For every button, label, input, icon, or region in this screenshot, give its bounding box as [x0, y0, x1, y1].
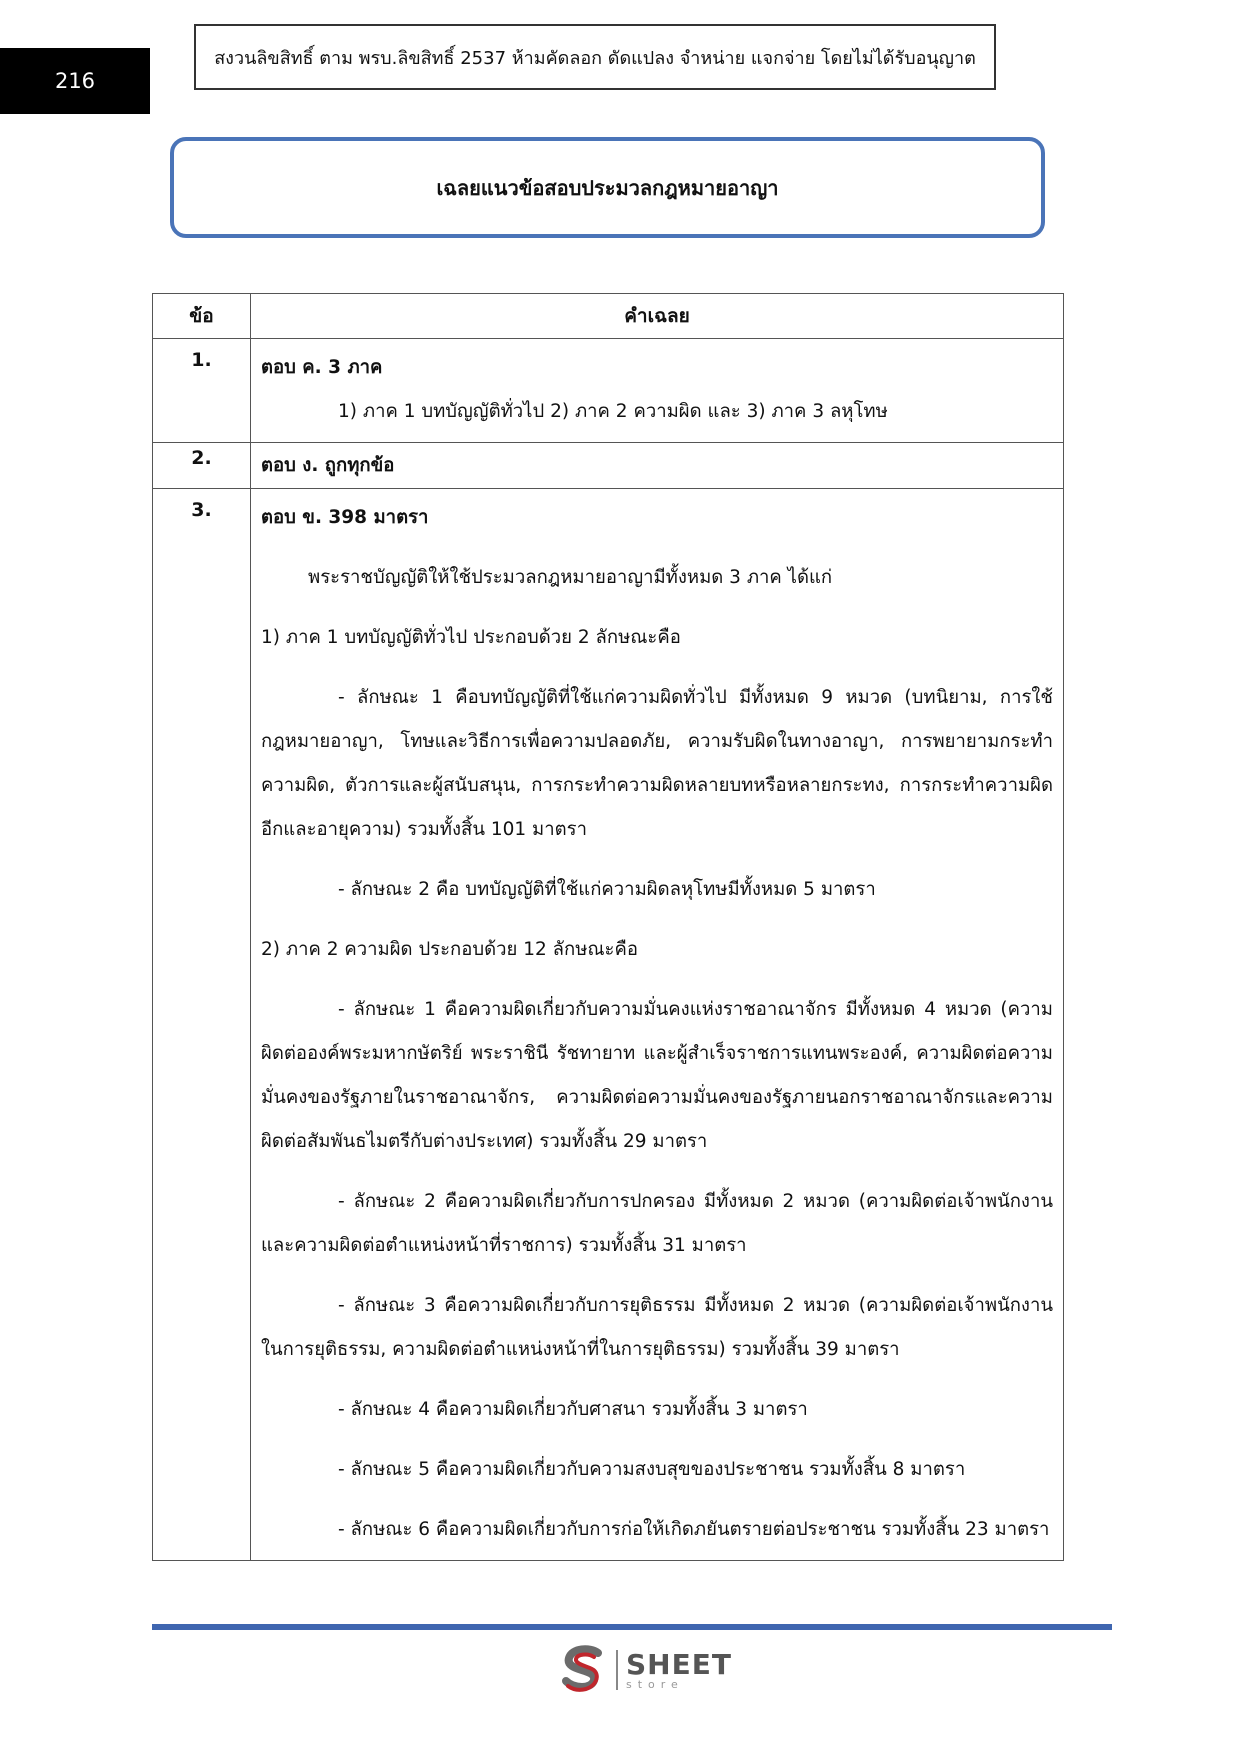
table-row	[153, 339, 1064, 443]
answer-table	[152, 293, 1064, 1561]
list-item: - ลักษณะ 6 คือความผิดเกี่ยวกับการก่อให้เกิดภยันตรายต่อประชาชน รวมทั้งสิ้น 23 มาตรา	[338, 1519, 1050, 1540]
table-header-row	[153, 294, 1064, 339]
sheet-store-logo	[560, 1644, 732, 1696]
footer-rule	[152, 1624, 1112, 1630]
part-heading: 2) ภาค 2 ความผิด ประกอบด้วย 12 ลักษณะคือ	[261, 939, 638, 960]
list-item: - ลักษณะ 3 คือความผิดเกี่ยวกับการยุติธรรม มีทั้งหมด 2 หมวด (ความผิดต่อเจ้าพนักงานในการยุติธรรม, ความผิดต่อตำแหน่งหน้าที่ในการยุติธรรม) รวมทั้งสิ้น 39 มาตรา	[261, 1295, 1053, 1360]
list-item: - ลักษณะ 1 คือความผิดเกี่ยวกับความมั่นคงแห่งราชอาณาจักร มีทั้งหมด 4 หมวด (ความผิดต่อองค์พระมหากษัตริย์ พระราชินี รัชทายาท และผู้สำเร็จราชการแทนพระองค์, ความผิดต่อความมั่นคงของรัฐภายในราชอาณาจักร, ความผิดต่อความมั่นคงของรัฐภายนอกราชอาณาจักรและความผิดต่อสัมพันธไมตรีกับต่างประเทศ) รวมทั้งสิ้น 29 มาตรา	[261, 999, 1053, 1152]
s-logo-icon	[560, 1645, 608, 1695]
list-item: - ลักษณะ 2 คือ บทบัญญัติที่ใช้แก่ความผิดลหุโทษมีทั้งหมด 5 มาตรา	[338, 879, 876, 900]
answer-head: ตอบ ค. 3 ภาค	[261, 357, 383, 378]
list-item: - ลักษณะ 4 คือความผิดเกี่ยวกับศาสนา รวมทั้งสิ้น 3 มาตรา	[338, 1399, 808, 1420]
answer-head: ตอบ ง. ถูกทุกข้อ	[261, 455, 395, 476]
answer-cell	[251, 443, 1064, 489]
list-item: - ลักษณะ 2 คือความผิดเกี่ยวกับการปกครอง มีทั้งหมด 2 หมวด (ความผิดต่อเจ้าพนักงานและความผิดต่อตำแหน่งหน้าที่ราชการ) รวมทั้งสิ้น 31 มาตรา	[261, 1191, 1053, 1256]
answer-cell	[251, 489, 1064, 1561]
answer-cell	[251, 339, 1064, 443]
answer-head: ตอบ ข. 398 มาตรา	[261, 507, 429, 528]
question-number: 2.	[153, 443, 251, 489]
answer-detail: 1) ภาค 1 บทบัญญัติทั่วไป 2) ภาค 2 ความผิด และ 3) ภาค 3 ลหุโทษ	[338, 401, 888, 422]
copyright-notice: สงวนลิขสิทธิ์ ตาม พรบ.ลิขสิทธิ์ 2537 ห้ามคัดลอก ดัดแปลง จำหน่าย แจกจ่าย โดยไม่ได้รับอนุญาต	[194, 24, 996, 90]
header-no: ข้อ	[153, 294, 251, 339]
page-title: เฉลยแนวข้อสอบประมวลกฎหมายอาญา	[170, 137, 1045, 238]
page-number: 216	[0, 48, 150, 114]
logo-divider	[616, 1650, 618, 1690]
question-number: 1.	[153, 339, 251, 443]
logo-text	[626, 1647, 732, 1691]
question-number: 3.	[153, 489, 251, 1561]
logo-main-text: SHEET	[626, 1647, 732, 1681]
part-heading: 1) ภาค 1 บทบัญญัติทั่วไป ประกอบด้วย 2 ลักษณะคือ	[261, 627, 681, 648]
table-row	[153, 443, 1064, 489]
list-item: - ลักษณะ 5 คือความผิดเกี่ยวกับความสงบสุขของประชาชน รวมทั้งสิ้น 8 มาตรา	[338, 1459, 966, 1480]
logo-sub-text: store	[626, 1677, 684, 1691]
table-row	[153, 489, 1064, 1561]
list-item: - ลักษณะ 1 คือบทบัญญัติที่ใช้แก่ความผิดทั่วไป มีทั้งหมด 9 หมวด (บทนิยาม, การใช้กฎหมายอาญา, โทษและวิธีการเพื่อความปลอดภัย, ความรับผิดในทางอาญา, การพยายามกระทำความผิด, ตัวการและผู้สนับสนุน, การกระทำความผิดหลายบทหรือหลายกระทง, การกระทำความผิดอีกและอายุความ) รวมทั้งสิ้น 101 มาตรา	[261, 687, 1053, 840]
header-answer: คำเฉลย	[251, 294, 1064, 339]
answer-intro: พระราชบัญญัติให้ใช้ประมวลกฎหมายอาญามีทั้งหมด 3 ภาค ได้แก่	[308, 567, 833, 588]
